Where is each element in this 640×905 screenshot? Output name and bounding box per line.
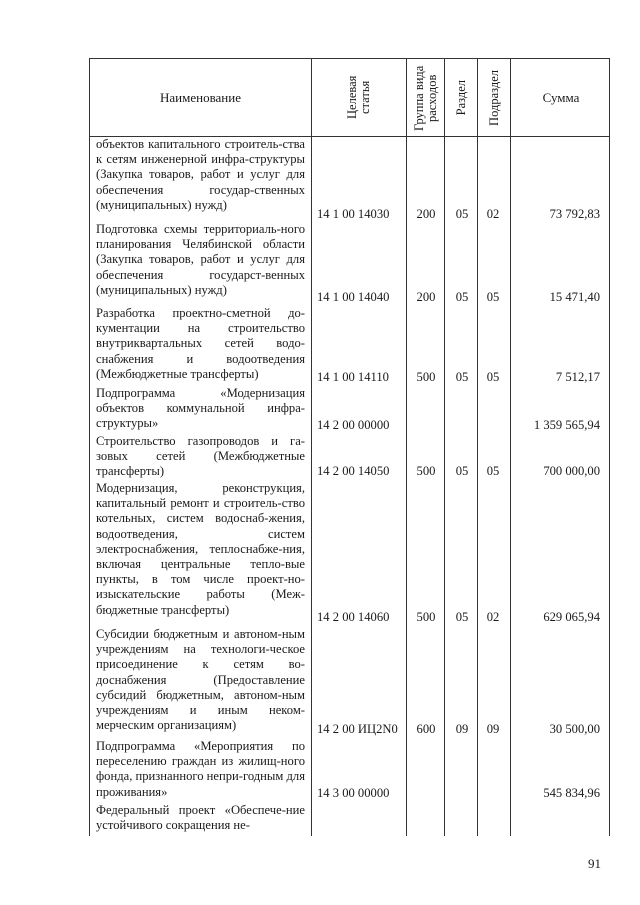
row-section: 05	[455, 610, 469, 624]
row-name: Подготовка схемы территориаль-ного планирования Челябинской области (Закупка товаров, работ и услуг для обеспечения государст-венных (муниципальных) нужд)	[96, 222, 305, 297]
header-sum-label: Сумма	[542, 89, 580, 105]
row-group: 500	[416, 370, 436, 384]
row-group: 500	[416, 464, 436, 478]
row-code: 14 2 00 14060	[317, 610, 390, 624]
row-group: 200	[416, 207, 436, 221]
column-divider	[444, 59, 445, 836]
row-sum: 1 359 565,94	[533, 418, 600, 432]
row-sum: 545 834,96	[543, 786, 600, 800]
row-code: 14 2 00 00000	[317, 418, 390, 432]
row-subsection: 05	[486, 464, 500, 478]
column-divider	[477, 59, 478, 836]
row-name: Строительство газопроводов и га-зовых сетей (Межбюджетные трансферты)	[96, 434, 305, 479]
row-group: 500	[416, 610, 436, 624]
row-name: Подпрограмма «Мероприятия по переселению граждан из жилищ-ного фонда, признанного непри-годным для проживания»	[96, 739, 305, 799]
page-number: 91	[588, 856, 601, 871]
header-section-label: Раздел	[453, 79, 468, 116]
header-sum	[511, 59, 611, 136]
row-sum: 700 000,00	[543, 464, 600, 478]
row-group: 600	[416, 722, 436, 736]
row-subsection: 05	[486, 290, 500, 304]
column-divider	[311, 59, 312, 836]
row-name: Разработка проектно-сметной до-кументации на строительство внутриквартальных сетей водо-снабжения и водоотведения (Межбюджетные трансферты)	[96, 306, 305, 381]
column-divider	[406, 59, 407, 836]
row-sum: 15 471,40	[549, 290, 600, 304]
header-name-label: Наименование	[160, 89, 241, 105]
row-section: 05	[455, 207, 469, 221]
row-name: Модернизация, реконструкция, капитальный ремонт и строитель-ство котельных, систем водоснаб-жения, водоотведения, систем электроснабжения, теплоснабже-ния, включая центральные тепло-вые пункты, в том числе проект-но-изыскательские работы (Меж-бюджетные трансферты)	[96, 481, 305, 617]
header-section	[445, 59, 477, 136]
row-subsection: 09	[486, 722, 500, 736]
header-name	[90, 59, 311, 136]
header-expense-group	[407, 59, 444, 136]
row-code: 14 2 00 14050	[317, 464, 390, 478]
row-subsection: 05	[486, 370, 500, 384]
column-divider	[510, 59, 511, 836]
row-code: 14 1 00 14040	[317, 290, 390, 304]
row-group: 200	[416, 290, 436, 304]
row-subsection: 02	[486, 610, 500, 624]
row-sum: 7 512,17	[555, 370, 600, 384]
header-subsection	[478, 59, 510, 136]
row-name: Подпрограмма «Модернизация объектов коммунальной инфра-структуры»	[96, 386, 305, 431]
row-name: Федеральный проект «Обеспече-ние устойчивого сокращения не-	[96, 803, 305, 833]
row-sum: 73 792,83	[549, 207, 600, 221]
row-sum: 30 500,00	[549, 722, 600, 736]
row-section: 09	[455, 722, 469, 736]
header-subsection-label: Подраздел	[486, 69, 501, 126]
row-name: Субсидии бюджетным и автоном-ным учреждениям на технологи-ческое присоединение к сетям во-доснабжения (Предоставление субсидий бюджетным, автоном-ным учреждениям и иным неком-мерческим организациям)	[96, 627, 305, 733]
row-code: 14 2 00 ИЦ2N0	[317, 722, 398, 736]
row-code: 14 1 00 14110	[317, 370, 389, 384]
header-target-article-label: Целевая статья	[345, 75, 372, 120]
header-expense-group-label: Группа вида расходов	[411, 64, 439, 131]
row-name: объектов капитального строитель-ства к сетям инженерной инфра-структуры (Закупка товаров, работ и услуг для обеспечения государ-ственных (муниципальных) нужд)	[96, 137, 305, 212]
row-sum: 629 065,94	[543, 610, 600, 624]
row-section: 05	[455, 370, 469, 384]
row-section: 05	[455, 464, 469, 478]
header-target-article	[312, 59, 406, 136]
row-code: 14 3 00 00000	[317, 786, 390, 800]
row-code: 14 1 00 14030	[317, 207, 390, 221]
row-section: 05	[455, 290, 469, 304]
row-subsection: 02	[486, 207, 500, 221]
